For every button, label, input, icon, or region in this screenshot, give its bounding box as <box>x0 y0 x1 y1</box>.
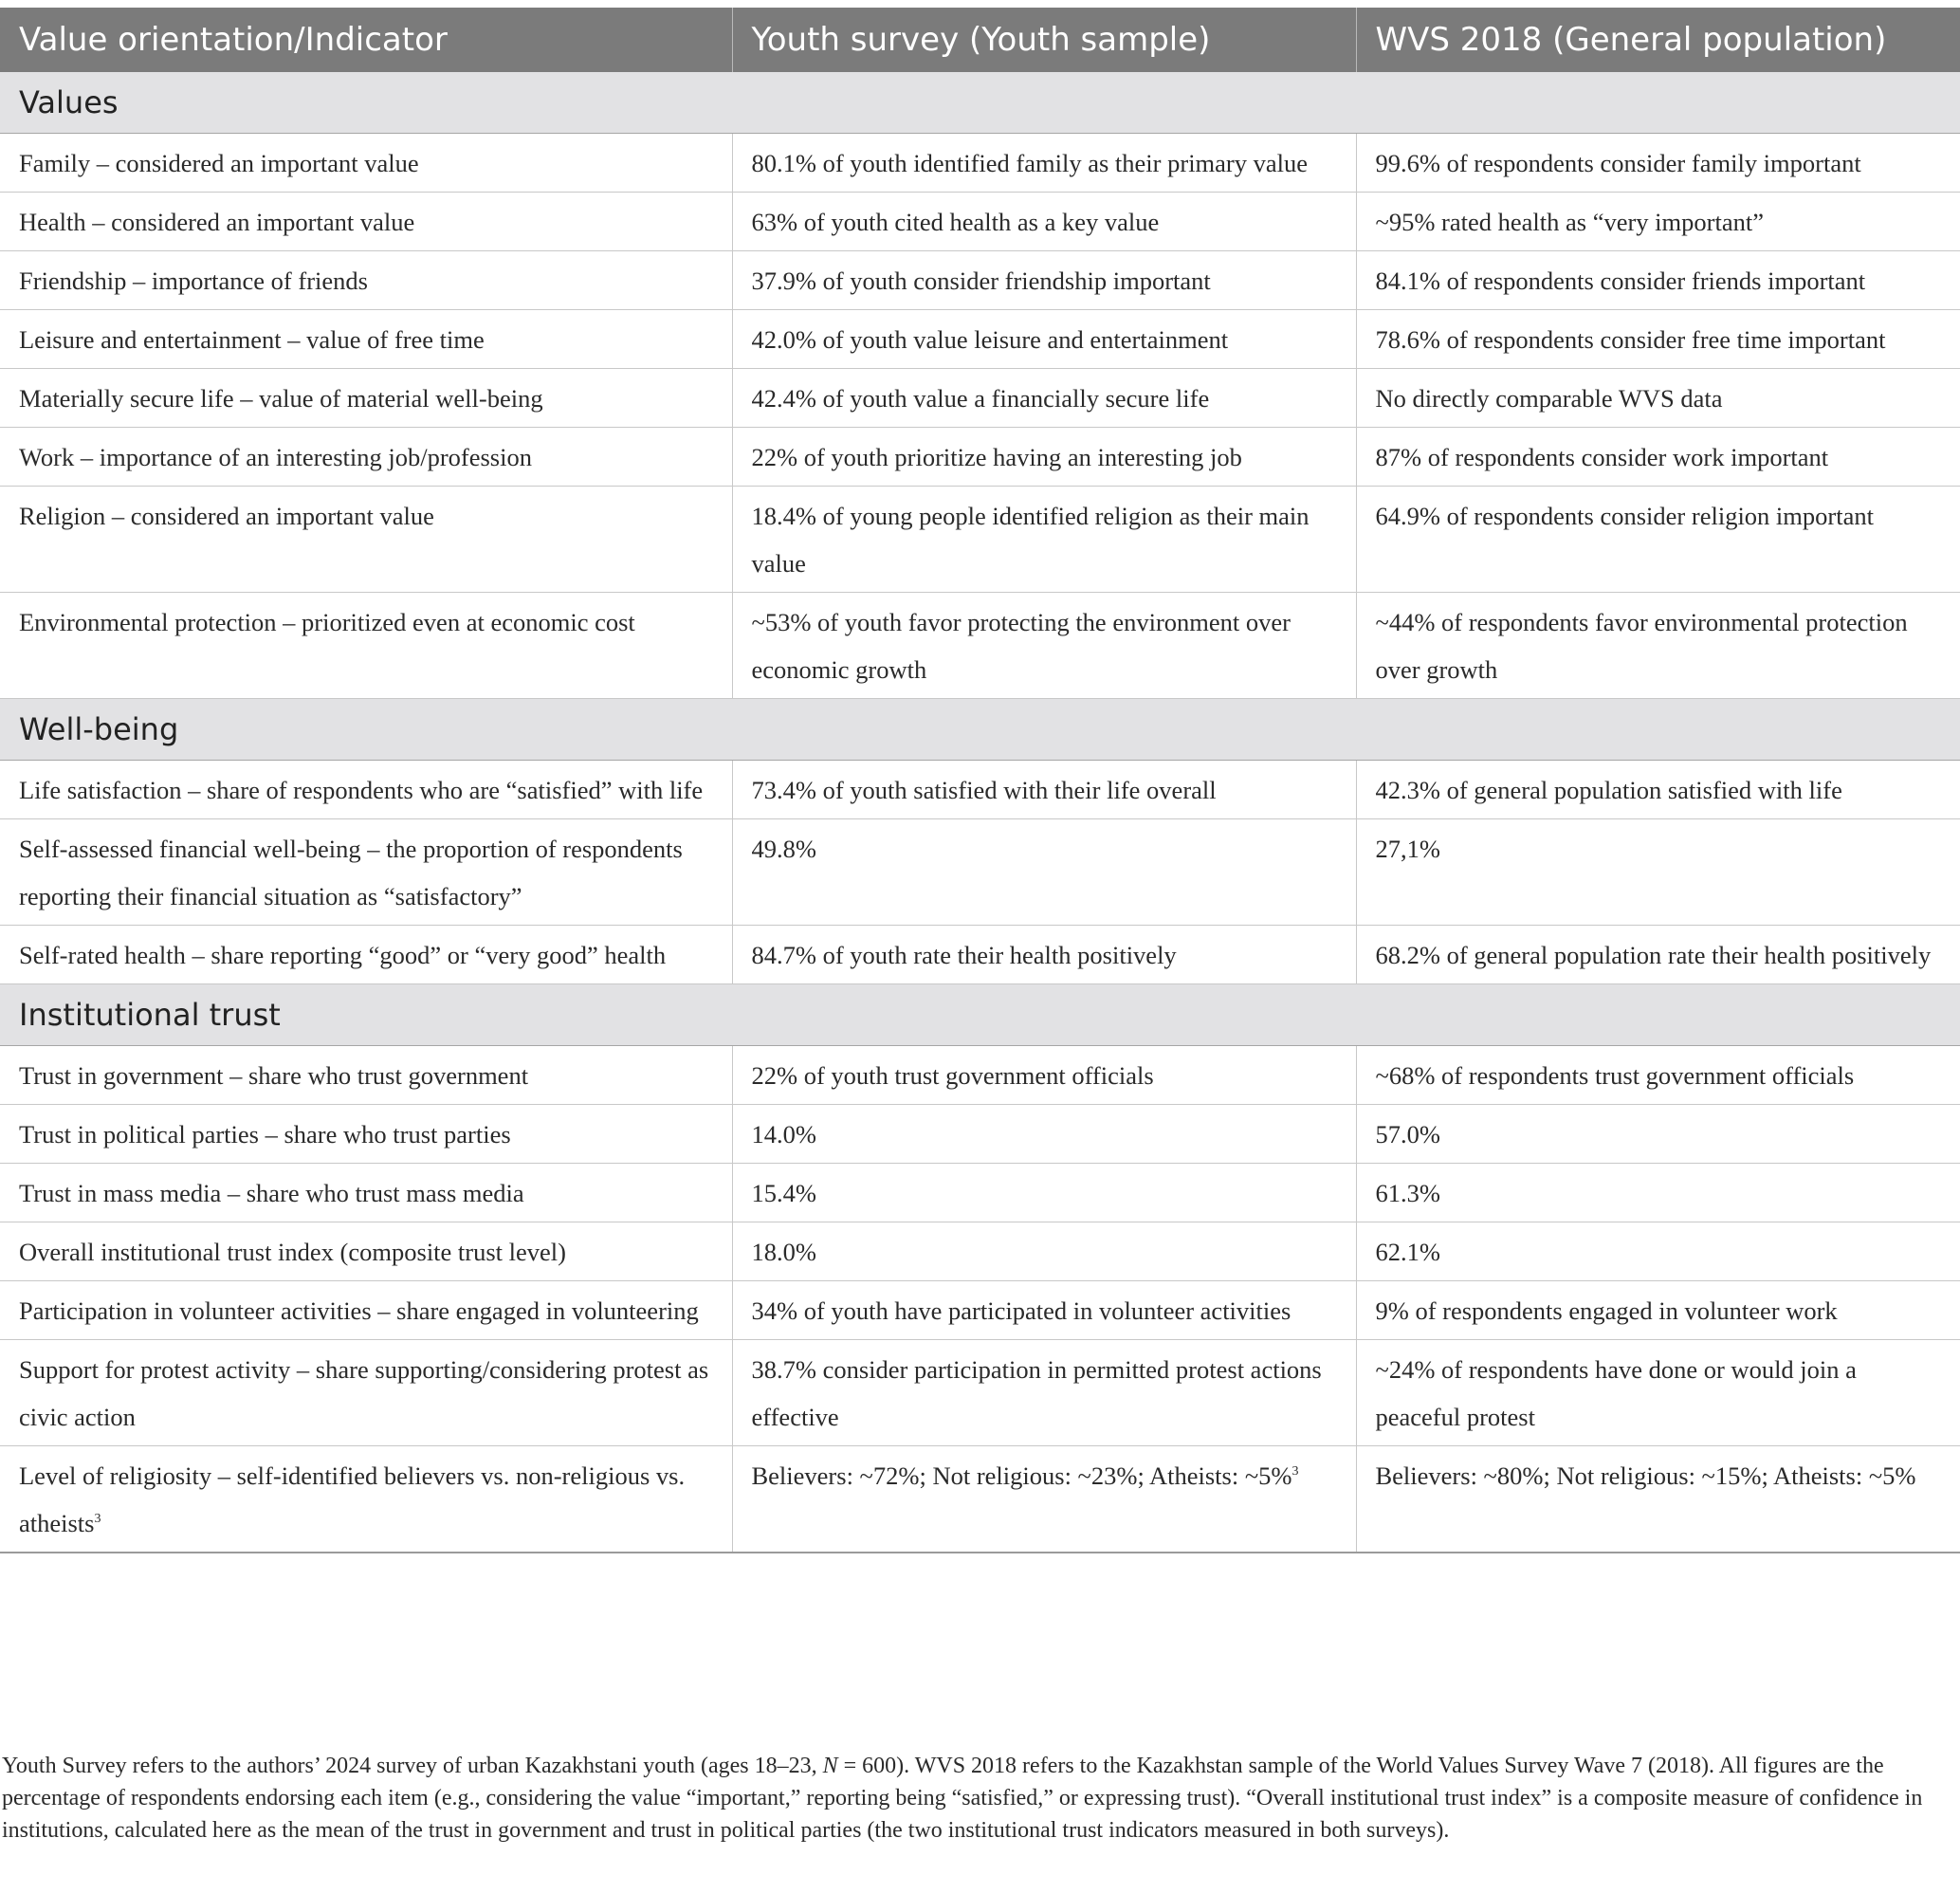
table-row <box>0 1105 1960 1164</box>
section-row-institutional-trust <box>0 984 1960 1046</box>
indicator-cell <box>0 1446 732 1553</box>
indicator-cell: Trust in government – share who trust government <box>0 1046 732 1105</box>
indicator-cell: Trust in political parties – share who trust parties <box>0 1105 732 1164</box>
data-table-container <box>0 8 1960 1553</box>
table-row <box>0 819 1960 926</box>
section-row-well-being <box>0 699 1960 761</box>
note-text-part2: = 600). WVS 2018 refers to the Kazakhstan sample of the World Values Survey Wave 7 (2018). All figures are the percentage of respondents endorsing each item (e.g., considering the value “important,” reporting being “satisfied,” or expressing trust). “Overall institutional trust index” is a composite measure of confidence in institutions, calculated here as the mean of the trust in government and trust in political parties (the two institutional trust indicators measured in both surveys). <box>2 1754 1923 1843</box>
table-body <box>0 72 1960 1553</box>
wvs-cell: 84.1% of respondents consider friends important <box>1356 251 1960 310</box>
youth-survey-cell <box>732 1446 1356 1553</box>
indicator-cell: Religion – considered an important value <box>0 487 732 593</box>
youth-survey-cell: 15.4% <box>732 1164 1356 1222</box>
indicator-cell: Life satisfaction – share of respondents who are “satisfied” with life <box>0 761 732 819</box>
wvs-cell: 62.1% <box>1356 1222 1960 1281</box>
indicator-cell: Environmental protection – prioritized even at economic cost <box>0 593 732 699</box>
table-row <box>0 487 1960 593</box>
cell-text: Believers: ~72%; Not religious: ~23%; Atheists: ~5% <box>751 1461 1292 1490</box>
table-row <box>0 428 1960 487</box>
wvs-cell: 9% of respondents engaged in volunteer work <box>1356 1281 1960 1340</box>
wvs-cell: 87% of respondents consider work important <box>1356 428 1960 487</box>
note-n-symbol: N <box>822 1754 838 1778</box>
wvs-cell: 78.6% of respondents consider free time important <box>1356 310 1960 369</box>
youth-survey-cell: ~53% of youth favor protecting the environment over economic growth <box>732 593 1356 699</box>
table-header <box>0 8 1960 72</box>
wvs-cell <box>1356 1446 1960 1553</box>
youth-survey-cell: 18.4% of young people identified religion as their main value <box>732 487 1356 593</box>
header-youth-survey: Youth survey (Youth sample) <box>732 8 1356 72</box>
indicator-cell: Overall institutional trust index (composite trust level) <box>0 1222 732 1281</box>
table-row <box>0 593 1960 699</box>
indicator-cell: Self-rated health – share reporting “good” or “very good” health <box>0 926 732 984</box>
table-row <box>0 761 1960 819</box>
youth-survey-cell: 14.0% <box>732 1105 1356 1164</box>
wvs-cell: No directly comparable WVS data <box>1356 369 1960 428</box>
indicator-cell: Family – considered an important value <box>0 134 732 193</box>
wvs-cell: 68.2% of general population rate their health positively <box>1356 926 1960 984</box>
youth-survey-cell: 18.0% <box>732 1222 1356 1281</box>
section-row-values <box>0 72 1960 134</box>
youth-survey-cell: 38.7% consider participation in permitted protest actions effective <box>732 1340 1356 1446</box>
wvs-cell: ~95% rated health as “very important” <box>1356 193 1960 251</box>
section-title: Values <box>0 72 1960 134</box>
youth-survey-cell: 42.4% of youth value a financially secure life <box>732 369 1356 428</box>
youth-survey-cell: 37.9% of youth consider friendship important <box>732 251 1356 310</box>
table-row <box>0 369 1960 428</box>
youth-survey-cell: 80.1% of youth identified family as their primary value <box>732 134 1356 193</box>
indicator-cell: Participation in volunteer activities – share engaged in volunteering <box>0 1281 732 1340</box>
wvs-cell: 99.6% of respondents consider family important <box>1356 134 1960 193</box>
wvs-cell: 61.3% <box>1356 1164 1960 1222</box>
youth-survey-cell: 49.8% <box>732 819 1356 926</box>
indicator-cell: Leisure and entertainment – value of free time <box>0 310 732 369</box>
wvs-cell: ~68% of respondents trust government officials <box>1356 1046 1960 1105</box>
cell-text: Level of religiosity – self-identified believers vs. non-religious vs. atheists <box>19 1461 686 1537</box>
youth-survey-cell: 34% of youth have participated in volunteer activities <box>732 1281 1356 1340</box>
section-title: Well-being <box>0 699 1960 761</box>
footnote-marker: 3 <box>1291 1464 1299 1479</box>
wvs-cell: 57.0% <box>1356 1105 1960 1164</box>
wvs-cell: ~24% of respondents have done or would join a peaceful protest <box>1356 1340 1960 1446</box>
note-text-part1: Youth Survey refers to the authors’ 2024 survey of urban Kazakhstani youth (ages 18–23, <box>2 1754 823 1778</box>
table-row <box>0 251 1960 310</box>
indicator-cell: Work – importance of an interesting job/profession <box>0 428 732 487</box>
table-row <box>0 1222 1960 1281</box>
table-row <box>0 1340 1960 1446</box>
table-row <box>0 1281 1960 1340</box>
section-title: Institutional trust <box>0 984 1960 1046</box>
wvs-cell: 27,1% <box>1356 819 1960 926</box>
youth-survey-cell: 63% of youth cited health as a key value <box>732 193 1356 251</box>
header-wvs-2018: WVS 2018 (General population) <box>1356 8 1960 72</box>
youth-survey-cell: 42.0% of youth value leisure and entertainment <box>732 310 1356 369</box>
indicator-cell: Trust in mass media – share who trust mass media <box>0 1164 732 1222</box>
indicator-cell: Support for protest activity – share supporting/considering protest as civic action <box>0 1340 732 1446</box>
table-row <box>0 310 1960 369</box>
indicator-cell: Materially secure life – value of material well-being <box>0 369 732 428</box>
footnote-marker: 3 <box>94 1512 101 1527</box>
wvs-cell: 42.3% of general population satisfied with life <box>1356 761 1960 819</box>
comparison-table <box>0 8 1960 1553</box>
table-row <box>0 193 1960 251</box>
wvs-cell: 64.9% of respondents consider religion important <box>1356 487 1960 593</box>
indicator-cell: Friendship – importance of friends <box>0 251 732 310</box>
wvs-cell: ~44% of respondents favor environmental protection over growth <box>1356 593 1960 699</box>
youth-survey-cell: 22% of youth prioritize having an interesting job <box>732 428 1356 487</box>
table-row <box>0 1446 1960 1553</box>
youth-survey-cell: 22% of youth trust government officials <box>732 1046 1356 1105</box>
cell-text: Believers: ~80%; Not religious: ~15%; Atheists: ~5% <box>1375 1461 1916 1490</box>
table-row <box>0 134 1960 193</box>
indicator-cell: Health – considered an important value <box>0 193 732 251</box>
header-indicator: Value orientation/Indicator <box>0 8 732 72</box>
table-row <box>0 926 1960 984</box>
table-row <box>0 1046 1960 1105</box>
table-footnote <box>0 1750 1941 1847</box>
youth-survey-cell: 84.7% of youth rate their health positively <box>732 926 1356 984</box>
youth-survey-cell: 73.4% of youth satisfied with their life overall <box>732 761 1356 819</box>
table-row <box>0 1164 1960 1222</box>
indicator-cell: Self-assessed financial well-being – the proportion of respondents reporting their financial situation as “satisfactory” <box>0 819 732 926</box>
